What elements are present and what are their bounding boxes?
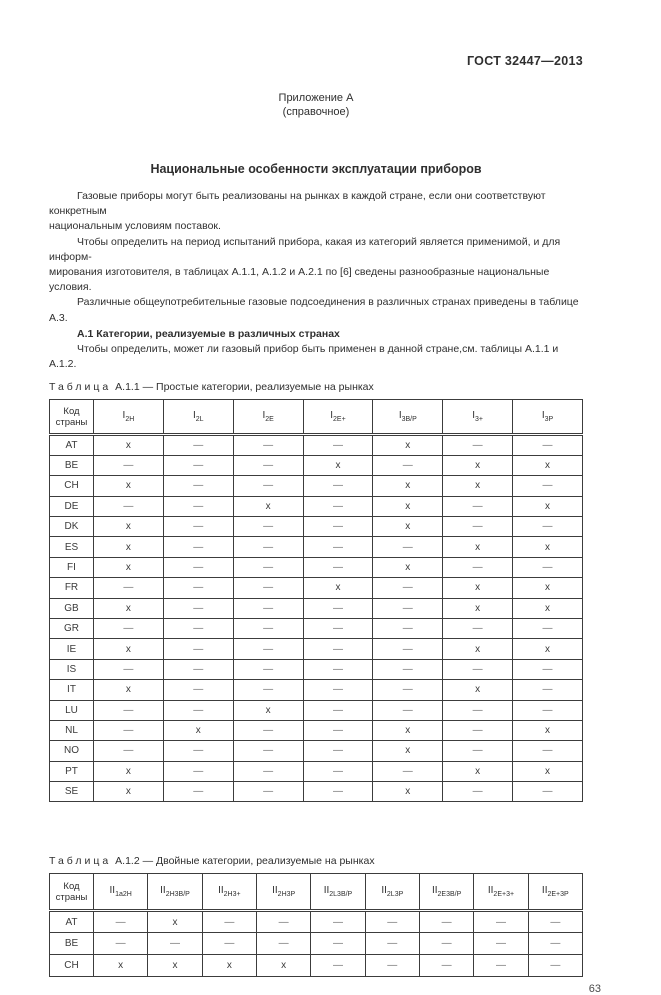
table-row	[50, 578, 583, 598]
table-row	[50, 933, 583, 955]
table-row	[50, 496, 583, 516]
category-availability-cell: —	[233, 639, 303, 659]
category-availability-cell: —	[163, 517, 233, 537]
country-code-cell: NL	[50, 720, 94, 740]
column-header-category	[373, 400, 443, 435]
category-availability-cell: —	[513, 782, 583, 802]
category-subscript: 2E+	[333, 416, 346, 424]
category-subscript: 3+	[475, 416, 484, 424]
column-header-category	[233, 400, 303, 435]
category-availability-cell: —	[233, 761, 303, 781]
category-availability-cell: —	[256, 933, 310, 955]
category-availability-cell: —	[443, 496, 513, 516]
paragraph-line: мирования изготовителя, в таблицах А.1.1, А.1.2 и А.2.1 по [6] сведены разнообразные национальные условия.	[49, 266, 550, 294]
table-row	[50, 435, 583, 455]
category-availability-cell: —	[513, 741, 583, 761]
category-availability-cell: —	[233, 476, 303, 496]
page-title: Национальные особенности эксплуатации приборов	[150, 162, 482, 176]
country-code-cell: FR	[50, 578, 94, 598]
category-availability-cell: x	[513, 496, 583, 516]
column-header-category	[528, 874, 582, 911]
simple-categories-table	[49, 399, 583, 802]
country-code-cell: LU	[50, 700, 94, 720]
category-availability-cell: —	[365, 933, 419, 955]
category-availability-cell: —	[373, 659, 443, 679]
category-availability-cell: —	[373, 680, 443, 700]
category-availability-cell: x	[443, 578, 513, 598]
category-availability-cell: —	[513, 557, 583, 577]
category-availability-cell: —	[303, 782, 373, 802]
table-row	[50, 618, 583, 638]
category-availability-cell: —	[202, 911, 256, 933]
column-header-category	[94, 874, 148, 911]
category-subscript: 1a2H	[115, 891, 132, 899]
category-availability-cell: —	[373, 455, 443, 475]
category-symbol: I	[192, 410, 196, 422]
category-availability-cell: x	[148, 955, 202, 977]
category-availability-cell: —	[528, 955, 582, 977]
country-code-cell: CH	[50, 955, 94, 977]
category-availability-cell: —	[303, 496, 373, 516]
table-row	[50, 455, 583, 475]
category-availability-cell: —	[94, 720, 164, 740]
category-availability-cell: x	[303, 578, 373, 598]
table-row	[50, 955, 583, 977]
country-code-cell: GR	[50, 618, 94, 638]
category-availability-cell: —	[303, 639, 373, 659]
category-availability-cell: —	[94, 700, 164, 720]
category-availability-cell: —	[373, 639, 443, 659]
column-header-category	[419, 874, 473, 911]
category-subscript: 2E	[265, 416, 274, 424]
category-subscript: 2L3B/P	[329, 891, 353, 899]
category-availability-cell: —	[474, 933, 528, 955]
country-code-cell: SE	[50, 782, 94, 802]
category-symbol: II	[218, 885, 224, 897]
category-symbol: II	[323, 885, 330, 897]
table-row	[50, 741, 583, 761]
country-code-cell: IE	[50, 639, 94, 659]
country-code-cell: DK	[50, 517, 94, 537]
category-availability-cell: —	[163, 476, 233, 496]
category-symbol: II	[272, 885, 278, 897]
category-availability-cell: —	[233, 557, 303, 577]
country-code-cell: BE	[50, 933, 94, 955]
category-availability-cell: —	[419, 955, 473, 977]
category-subscript: 3B/P	[401, 416, 417, 424]
category-availability-cell: x	[443, 639, 513, 659]
column-header-category	[148, 874, 202, 911]
category-availability-cell: —	[303, 557, 373, 577]
category-availability-cell: x	[94, 517, 164, 537]
category-availability-cell: —	[303, 741, 373, 761]
category-availability-cell: —	[311, 955, 365, 977]
category-availability-cell: —	[163, 782, 233, 802]
category-availability-cell: —	[163, 537, 233, 557]
column-header-category	[513, 400, 583, 435]
country-code-cell: GB	[50, 598, 94, 618]
column-header-country-code: Код страны	[50, 400, 94, 435]
category-availability-cell: —	[163, 639, 233, 659]
category-availability-cell: —	[163, 496, 233, 516]
column-header-category	[303, 400, 373, 435]
category-availability-cell: x	[94, 435, 164, 455]
category-availability-cell: —	[233, 782, 303, 802]
category-availability-cell: —	[303, 476, 373, 496]
category-availability-cell: —	[163, 761, 233, 781]
table-caption-text: А.1.1 — Простые категории, реализуемые на рынках	[115, 381, 374, 394]
category-availability-cell: —	[163, 741, 233, 761]
table-header-row	[50, 874, 583, 911]
category-availability-cell: x	[94, 782, 164, 802]
country-code-cell: PT	[50, 761, 94, 781]
category-availability-cell: —	[513, 618, 583, 638]
category-availability-cell: —	[365, 955, 419, 977]
category-availability-cell: —	[94, 455, 164, 475]
category-availability-cell: —	[94, 911, 148, 933]
category-availability-cell: —	[303, 680, 373, 700]
category-availability-cell: x	[373, 476, 443, 496]
category-availability-cell: —	[233, 659, 303, 679]
category-availability-cell: x	[373, 720, 443, 740]
category-subscript: 2E+3+	[493, 891, 515, 899]
category-availability-cell: —	[163, 680, 233, 700]
table-header-row	[50, 400, 583, 435]
category-availability-cell: —	[443, 782, 513, 802]
category-availability-cell: —	[94, 933, 148, 955]
category-availability-cell: x	[513, 761, 583, 781]
category-symbol: I	[398, 410, 402, 422]
category-availability-cell: —	[163, 659, 233, 679]
category-availability-cell: —	[233, 455, 303, 475]
category-availability-cell: x	[443, 476, 513, 496]
category-availability-cell: x	[443, 537, 513, 557]
category-symbol: II	[431, 885, 438, 897]
country-code-cell: DE	[50, 496, 94, 516]
paragraph-line: национальным условиям поставок.	[49, 220, 221, 233]
category-availability-cell: x	[373, 782, 443, 802]
column-header-country-code: Код страны	[50, 874, 94, 911]
category-availability-cell: x	[303, 455, 373, 475]
category-availability-cell: —	[233, 720, 303, 740]
category-availability-cell: —	[233, 618, 303, 638]
category-availability-cell: —	[528, 933, 582, 955]
category-availability-cell: x	[94, 598, 164, 618]
country-code-cell: IT	[50, 680, 94, 700]
table-row	[50, 557, 583, 577]
category-availability-cell: x	[513, 455, 583, 475]
table-row	[50, 659, 583, 679]
category-availability-cell: x	[513, 578, 583, 598]
table-row	[50, 782, 583, 802]
category-availability-cell: x	[513, 537, 583, 557]
category-subscript: 2E3B/P	[437, 891, 462, 899]
category-availability-cell: —	[528, 911, 582, 933]
category-availability-cell: x	[443, 761, 513, 781]
category-symbol: II	[487, 885, 494, 897]
category-availability-cell: —	[233, 741, 303, 761]
category-availability-cell: —	[443, 618, 513, 638]
category-availability-cell: —	[443, 741, 513, 761]
category-availability-cell: —	[513, 659, 583, 679]
category-availability-cell: —	[311, 933, 365, 955]
table-row	[50, 700, 583, 720]
paragraph-line: Чтобы определить на период испытаний прибора, какая из категорий является применимой, и для информ-	[49, 235, 561, 263]
column-header-category	[474, 874, 528, 911]
category-availability-cell: —	[419, 933, 473, 955]
category-availability-cell: —	[233, 517, 303, 537]
category-availability-cell: x	[513, 639, 583, 659]
table-row	[50, 639, 583, 659]
category-availability-cell: x	[202, 955, 256, 977]
category-availability-cell: —	[443, 557, 513, 577]
category-availability-cell: x	[94, 639, 164, 659]
annex-title: Приложение А	[278, 92, 354, 104]
category-availability-cell: —	[474, 955, 528, 977]
table-row	[50, 598, 583, 618]
category-availability-cell: x	[373, 557, 443, 577]
category-availability-cell: x	[373, 435, 443, 455]
category-availability-cell: x	[443, 598, 513, 618]
category-subscript: 2H3B/P	[165, 891, 190, 899]
category-subscript: 2H	[125, 416, 135, 424]
category-subscript: 2L	[195, 416, 204, 424]
country-code-cell: AT	[50, 435, 94, 455]
category-subscript: 2H3P	[277, 891, 296, 899]
category-availability-cell: —	[373, 700, 443, 720]
category-availability-cell: x	[373, 496, 443, 516]
double-categories-table	[49, 873, 583, 977]
table-caption-word: Таблица	[49, 855, 112, 868]
country-code-cell: FI	[50, 557, 94, 577]
category-availability-cell: —	[443, 659, 513, 679]
category-availability-cell: x	[163, 720, 233, 740]
category-availability-cell: —	[419, 911, 473, 933]
category-availability-cell: —	[163, 598, 233, 618]
category-availability-cell: —	[373, 578, 443, 598]
category-availability-cell: —	[303, 720, 373, 740]
category-subscript: 2E+3P	[547, 891, 569, 899]
category-availability-cell: —	[303, 618, 373, 638]
column-header-category	[365, 874, 419, 911]
page-number: 63	[588, 983, 601, 995]
category-availability-cell: x	[513, 720, 583, 740]
category-availability-cell: —	[513, 435, 583, 455]
paragraph-line: Газовые приборы могут быть реализованы на рынках в каждой стране, если они соответствуют конкретным	[49, 190, 546, 218]
category-availability-cell: x	[513, 598, 583, 618]
category-symbol: I	[330, 410, 334, 422]
category-symbol: I	[122, 410, 126, 422]
category-symbol: I	[541, 410, 545, 422]
country-code-cell: ES	[50, 537, 94, 557]
table-caption-word: Таблица	[49, 381, 112, 394]
table-row	[50, 761, 583, 781]
category-availability-cell: —	[513, 680, 583, 700]
table-row	[50, 680, 583, 700]
category-availability-cell: —	[303, 700, 373, 720]
category-availability-cell: x	[94, 761, 164, 781]
column-header-category	[163, 400, 233, 435]
category-availability-cell: —	[373, 537, 443, 557]
category-symbol: I	[262, 410, 266, 422]
category-availability-cell: x	[256, 955, 310, 977]
category-availability-cell: —	[303, 517, 373, 537]
body-text	[49, 189, 583, 372]
category-availability-cell: x	[94, 955, 148, 977]
country-code-cell: AT	[50, 911, 94, 933]
category-availability-cell: —	[163, 618, 233, 638]
category-availability-cell: —	[94, 496, 164, 516]
category-availability-cell: —	[163, 557, 233, 577]
country-code-cell: IS	[50, 659, 94, 679]
category-availability-cell: —	[233, 435, 303, 455]
category-availability-cell: x	[148, 911, 202, 933]
category-availability-cell: x	[94, 537, 164, 557]
annex-subtitle: (справочное)	[282, 105, 350, 118]
category-availability-cell: x	[94, 680, 164, 700]
table-row	[50, 720, 583, 740]
category-symbol: I	[472, 410, 476, 422]
category-availability-cell: x	[373, 741, 443, 761]
category-availability-cell: x	[233, 496, 303, 516]
category-availability-cell: x	[443, 680, 513, 700]
category-availability-cell: —	[513, 476, 583, 496]
category-availability-cell: —	[94, 659, 164, 679]
category-availability-cell: —	[163, 435, 233, 455]
table-caption-text: А.1.2 — Двойные категории, реализуемые на рынках	[115, 855, 375, 868]
category-symbol: II	[160, 885, 166, 897]
category-availability-cell: —	[303, 598, 373, 618]
category-subscript: 2L3P	[386, 891, 404, 899]
country-code-cell: NO	[50, 741, 94, 761]
category-availability-cell: x	[94, 476, 164, 496]
category-availability-cell: —	[256, 911, 310, 933]
category-availability-cell: —	[303, 435, 373, 455]
category-availability-cell: —	[94, 741, 164, 761]
table-caption-a11	[49, 381, 583, 393]
category-availability-cell: —	[233, 680, 303, 700]
category-availability-cell: —	[303, 659, 373, 679]
country-code-cell: CH	[50, 476, 94, 496]
table-row	[50, 537, 583, 557]
category-availability-cell: —	[443, 720, 513, 740]
category-availability-cell: —	[163, 700, 233, 720]
category-availability-cell: —	[373, 761, 443, 781]
section-heading: А.1 Категории, реализуемые в различных странах	[77, 327, 340, 340]
category-availability-cell: —	[202, 933, 256, 955]
category-availability-cell: —	[443, 435, 513, 455]
category-availability-cell: —	[163, 578, 233, 598]
category-availability-cell: —	[513, 700, 583, 720]
category-availability-cell: —	[365, 911, 419, 933]
category-availability-cell: —	[373, 598, 443, 618]
table-row	[50, 911, 583, 933]
category-availability-cell: —	[233, 537, 303, 557]
category-availability-cell: —	[94, 578, 164, 598]
category-availability-cell: —	[311, 911, 365, 933]
category-availability-cell: —	[94, 618, 164, 638]
table-caption-a12	[49, 855, 583, 867]
category-availability-cell: x	[443, 455, 513, 475]
category-availability-cell: x	[233, 700, 303, 720]
standard-code-header: ГОСТ 32447—2013	[466, 54, 583, 68]
column-header-category	[256, 874, 310, 911]
paragraph-line: Различные общеупотребительные газовые подсоединения в различных странах приведены в таблице А.3.	[49, 296, 579, 324]
column-header-category	[443, 400, 513, 435]
category-subscript: 2H3+	[223, 891, 241, 899]
category-availability-cell: —	[513, 517, 583, 537]
category-availability-cell: —	[373, 618, 443, 638]
category-subscript: 3P	[544, 416, 554, 424]
category-availability-cell: —	[148, 933, 202, 955]
paragraph-line: Чтобы определить, может ли газовый прибор быть применен в данной стране,см. таблицы А.1.1 и А.1.2.	[49, 343, 559, 371]
category-availability-cell: —	[163, 455, 233, 475]
category-availability-cell: —	[233, 578, 303, 598]
category-symbol: II	[381, 885, 387, 897]
category-availability-cell: —	[233, 598, 303, 618]
category-availability-cell: x	[94, 557, 164, 577]
column-header-category	[311, 874, 365, 911]
column-header-category	[202, 874, 256, 911]
category-availability-cell: —	[303, 537, 373, 557]
category-availability-cell: —	[443, 700, 513, 720]
table-row	[50, 517, 583, 537]
category-availability-cell: —	[443, 517, 513, 537]
category-availability-cell: —	[474, 911, 528, 933]
table-row	[50, 476, 583, 496]
category-symbol: II	[109, 885, 116, 897]
category-availability-cell: x	[373, 517, 443, 537]
category-symbol: II	[541, 885, 548, 897]
column-header-category	[94, 400, 164, 435]
country-code-cell: BE	[50, 455, 94, 475]
annex-block	[49, 92, 583, 119]
category-availability-cell: —	[303, 761, 373, 781]
